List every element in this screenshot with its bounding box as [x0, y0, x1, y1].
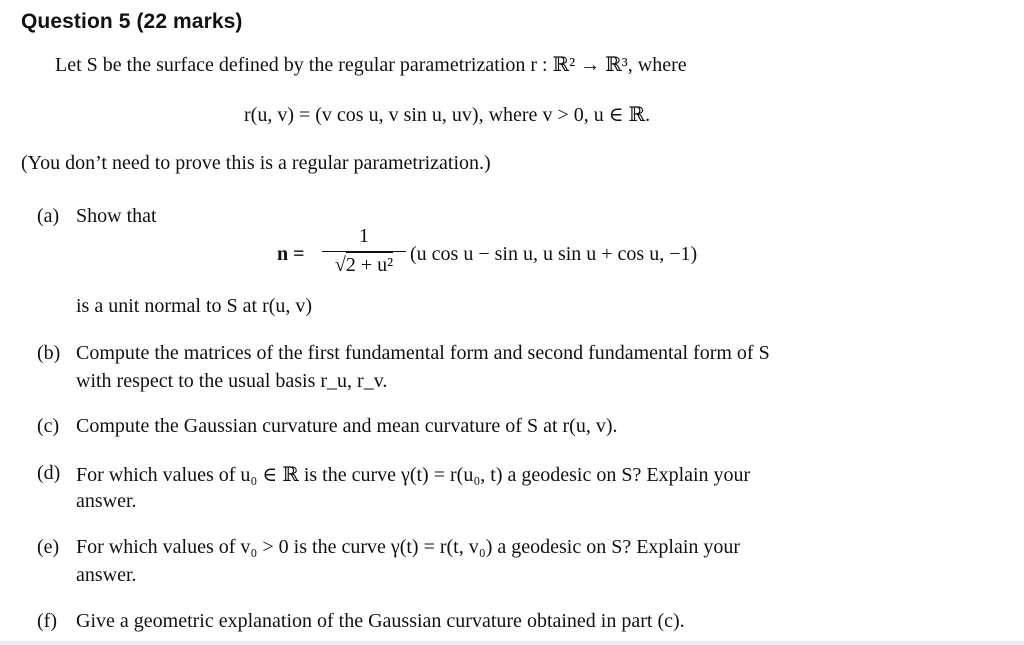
parametrization-formula: r(u, v) = (v cos u, v sin u, uv), where v > 0, u ∈ ℝ.	[244, 104, 651, 126]
part-a-intro: Show that	[76, 205, 157, 227]
part-b-line1: Compute the matrices of the first fundamental form and second fundamental form of S	[76, 342, 770, 364]
normal-lhs	[277, 243, 305, 266]
part-b-line2: with respect to the usual basis r_u, r_v.	[76, 370, 388, 392]
part-c-label: (c)	[37, 415, 60, 437]
normal-fraction	[322, 225, 406, 277]
part-a-conclusion: is a unit normal to S at r(u, v)	[76, 295, 313, 317]
part-e-label: (e)	[37, 536, 60, 558]
part-e-line2: answer.	[76, 564, 137, 586]
part-e-line1: For which values of v₀ > 0 is the curve γ(t) = r(t, v₀) a geodesic on S? Explain your	[76, 536, 741, 558]
part-f-text: Give a geometric explanation of the Gaussian curvature obtained in part (c).	[76, 610, 685, 632]
regularity-note: (You don’t need to prove this is a regular parametrization.)	[21, 152, 491, 174]
normal-numerator: 1	[359, 225, 369, 247]
part-f-label: (f)	[37, 610, 57, 632]
normal-vector: (u cos u − sin u, u sin u + cos u, −1)	[410, 243, 698, 265]
sqrt-icon: √	[334, 254, 346, 276]
part-c-text: Compute the Gaussian curvature and mean curvature of S at r(u, v).	[76, 415, 618, 437]
part-d-label: (d)	[37, 462, 61, 484]
part-d-line2: answer.	[76, 490, 137, 512]
part-a-label: (a)	[37, 205, 60, 227]
bottom-edge	[0, 641, 1024, 645]
question-heading: Question 5 (22 marks)	[21, 10, 243, 33]
normal-denominator	[322, 254, 406, 277]
sqrt-radicand: 2 + u²	[345, 254, 394, 276]
part-d-line1: For which values of u₀ ∈ ℝ is the curve γ(t) = r(u₀, t) a geodesic on S? Explain your	[76, 464, 751, 486]
normal-lhs-text: n =	[277, 243, 305, 265]
intro-line: Let S be the surface defined by the regular parametrization r : ℝ² → ℝ³, where	[55, 54, 687, 76]
part-b-label: (b)	[37, 342, 61, 364]
